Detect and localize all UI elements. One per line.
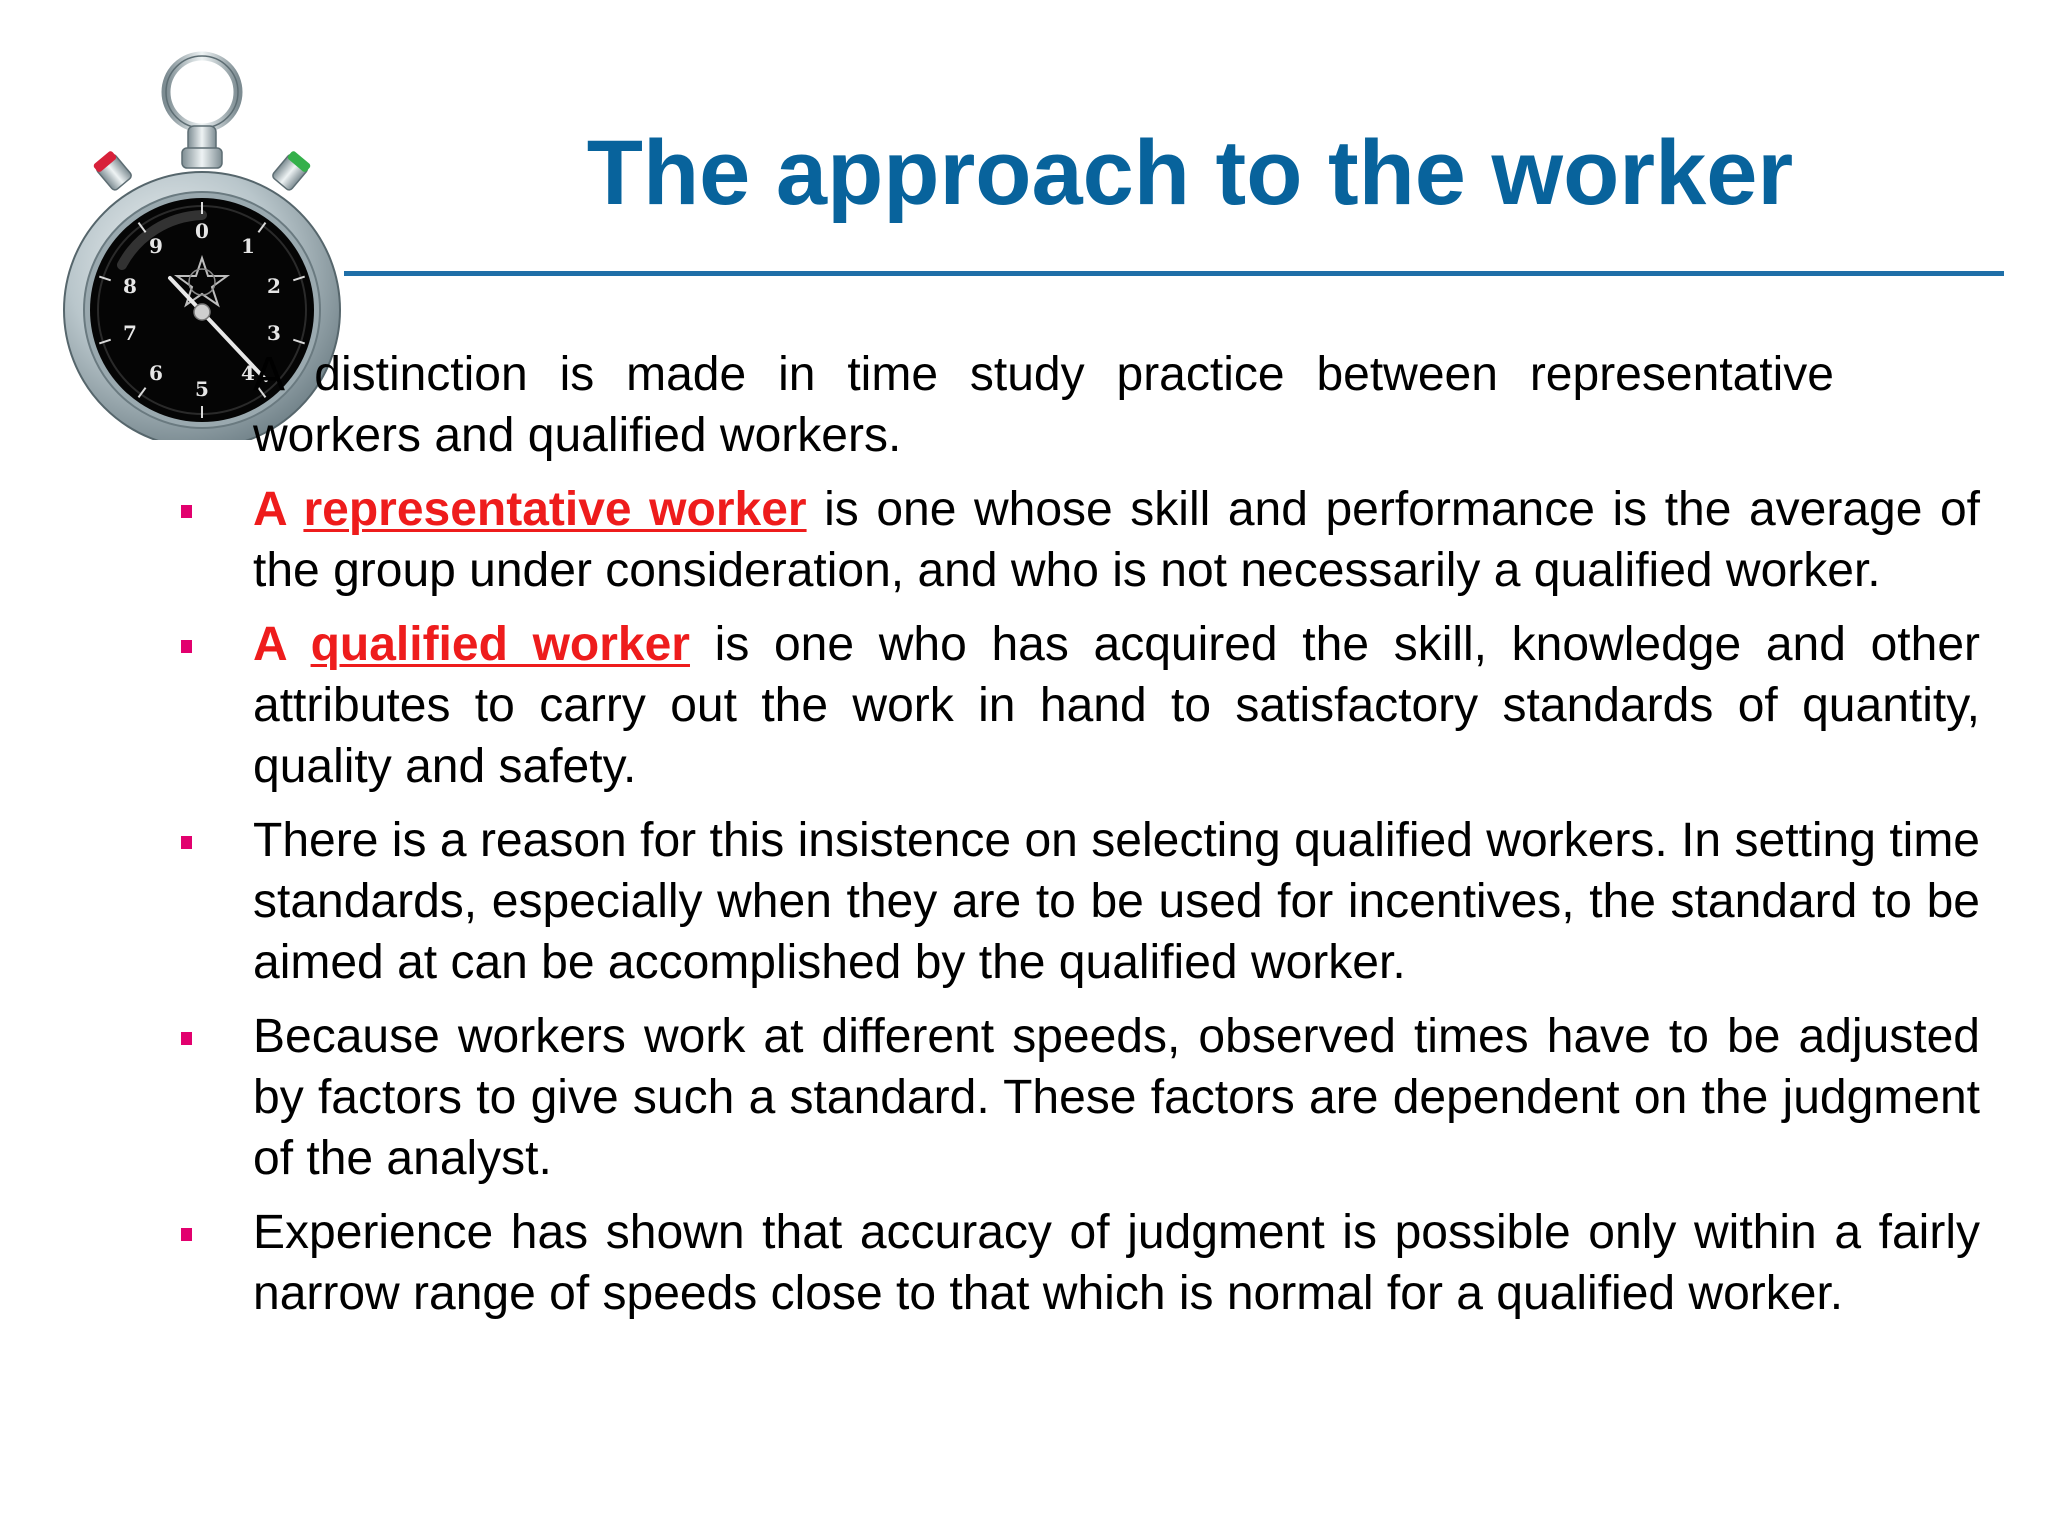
dial-number-4: 4 [241,361,255,385]
bullet-text: Because workers work at different speeds, observed times have to be adjusted by factors to give such a standard. These factors are dependent on the judgment of the analyst. [253,1010,1980,1185]
bullet-marker [181,505,192,518]
bullet-text: is one whose skill and performance is the average of the group under consideration, and who is not necessarily a qualified worker. [253,483,1981,597]
slide-body [253,344,1980,1324]
bullet-text: is one who has acquired the skill, knowledge and other attributes to carry out the work in hand to satisfactory standards of quantity, quality and safety. [253,618,1981,793]
dial-number-7: 7 [123,321,137,345]
dial-number-8: 8 [123,274,137,298]
intro-paragraph: A distinction is made in time study practice between representative workers and qualified workers. [253,348,1834,462]
bullet-lead: A [253,483,304,536]
bullet-text: There is a reason for this insistence on selecting qualified workers. In setting time standards, especially when they are to be used for incentives, the standard to be aimed at can be accomplished by the qualified worker. [253,814,1980,989]
slide-title: The approach to the worker [586,122,1794,224]
dial-number-3: 3 [267,321,281,345]
bullet-marker [181,836,192,849]
bullet-lead: A [253,618,311,671]
bullet-marker [181,640,192,653]
term-representative-worker: representative worker [303,483,807,536]
bullet-marker [181,1228,192,1241]
bullet-item-speeds [253,1006,1980,1189]
bullet-item-reason [253,810,1980,993]
dial-number-6: 6 [149,361,163,385]
dial-number-5: 5 [195,377,209,401]
bullet-item-representative-worker [253,479,1980,601]
dial-number-2: 2 [267,274,281,298]
term-qualified-worker: qualified worker [310,618,690,671]
dial-number-9: 9 [149,234,163,258]
bullet-marker [181,1032,192,1045]
bullet-item-qualified-worker [253,614,1980,797]
title-divider [344,271,2004,276]
dial-number-0: 0 [195,219,209,243]
bullet-text: Experience has shown that accuracy of judgment is possible only within a fairly narrow range of speeds close to that which is normal for a qualified worker. [253,1206,1980,1320]
bullet-item-experience [253,1202,1980,1324]
dial-number-1: 1 [241,234,255,258]
